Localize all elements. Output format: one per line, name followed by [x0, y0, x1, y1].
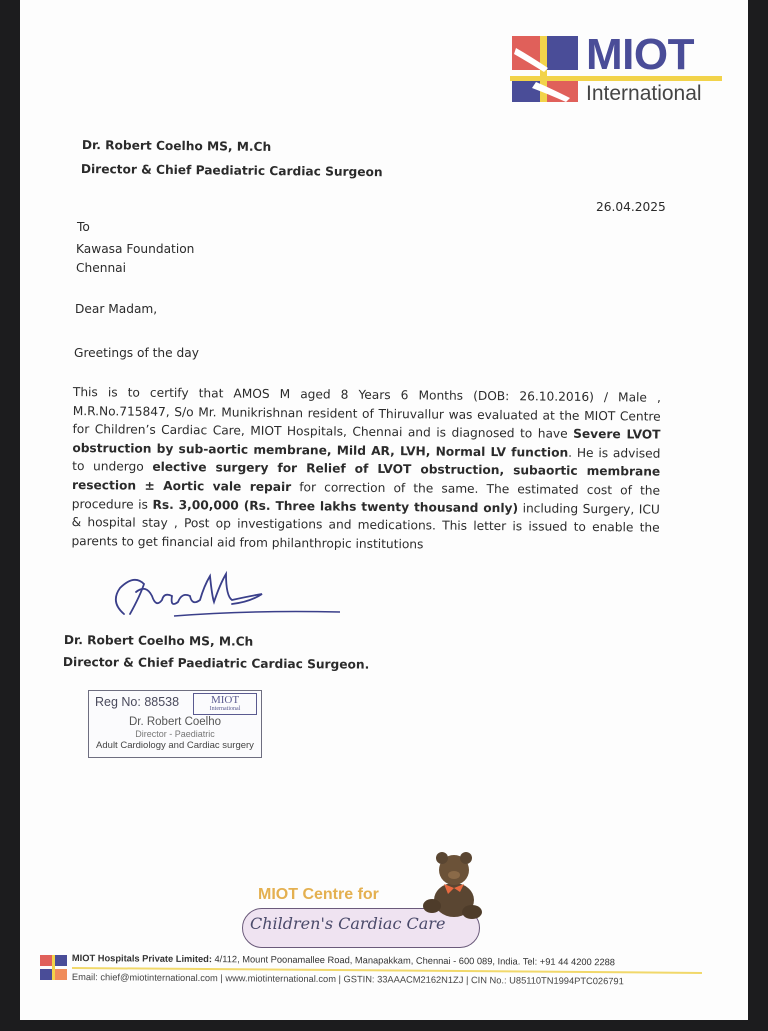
greeting: Greetings of the day: [74, 346, 199, 360]
body-text-2: . He is advised to undergo: [72, 445, 661, 475]
sender-name: Dr. Robert Coelho MS, M.Ch: [81, 138, 272, 154]
body-diagnosis: Severe LVOT obstruction by sub-aortic membrane, Mild AR, LVH, Normal LV function: [72, 426, 661, 460]
recipient-org: Kawasa Foundation: [76, 242, 195, 256]
body-cost: Rs. 3,00,000 (Rs. Three lakhs twenty thousand only): [152, 497, 519, 515]
recipient-to: To: [77, 220, 90, 234]
teddy-bear-icon: [420, 850, 486, 920]
letter-page: [20, 0, 748, 1020]
centre-logo-line2: Children's Cardiac Care: [250, 914, 446, 933]
miot-logo: [510, 30, 725, 114]
footer-address-text: 4/112, Mount Poonamallee Road, Manapakkam, Chennai - 600 089, India. Tel: +91 44 4200 2288: [211, 954, 616, 968]
footer-company: MIOT Hospitals Private Limited:: [71, 953, 212, 965]
recipient-city: Chennai: [76, 261, 127, 275]
letter-date: 26.04.2025: [596, 200, 666, 214]
footer-contact: Email: chief@miotinternational.com | www.miotinternational.com | GSTIN: 33AAACM2162N1ZJ | CIN No.: U85110TN1994PTC026791: [71, 972, 624, 987]
signatory-name: Dr. Robert Coelho MS, M.Ch: [63, 633, 254, 649]
handwritten-signature: [100, 562, 340, 634]
centre-logo-line1: MIOT Centre for: [258, 886, 379, 903]
body-paragraph: [71, 383, 661, 556]
signatory-title: Director & Chief Paediatric Cardiac Surgeon.: [62, 655, 370, 672]
logo-subtext: International: [586, 82, 702, 105]
doctor-stamp: [88, 690, 262, 758]
salutation: Dear Madam,: [75, 302, 158, 316]
sender-title: Director & Chief Paediatric Cardiac Surgeon: [80, 162, 383, 180]
stamp-reg-no: Reg No: 88538: [95, 695, 180, 709]
body-text-4: including Surgery, ICU & hospital stay , Post op investigations and medications. This letter is issued to enable the parents to get financial aid from philanthropic institutions: [71, 500, 660, 552]
stamp-title: Director - Paediatric: [135, 729, 215, 739]
footer-emblem-icon: [40, 955, 68, 981]
body-text-1: This is to certify that AMOS M aged 8 Years 6 Months (DOB: 26.10.2016) / Male , M.R.No.715847, S/o Mr. Munikrishnan resident of Thiruvallur was evaluated at the MIOT Centre for Children’s Cardiac Care, MIOT Hospitals, Chennai and is diagnosed to have: [72, 384, 661, 441]
stamp-name: Dr. Robert Coelho: [128, 716, 222, 728]
stamp-dept: Adult Cardiology and Cardiac surgery: [96, 740, 254, 751]
body-text-3: for correction of the same. The estimated cost of the procedure is: [71, 480, 661, 512]
body-procedure: elective surgery for Relief of LVOT obstruction, subaortic membrane resection ± Aortic vale repair: [71, 460, 661, 495]
childrens-cardiac-care-logo: [242, 850, 502, 955]
footer-address: [72, 953, 615, 967]
stamp-logo: MIOT International: [193, 693, 257, 715]
logo-wordmark: MIOT: [586, 30, 694, 79]
miot-emblem-icon: [510, 34, 582, 104]
